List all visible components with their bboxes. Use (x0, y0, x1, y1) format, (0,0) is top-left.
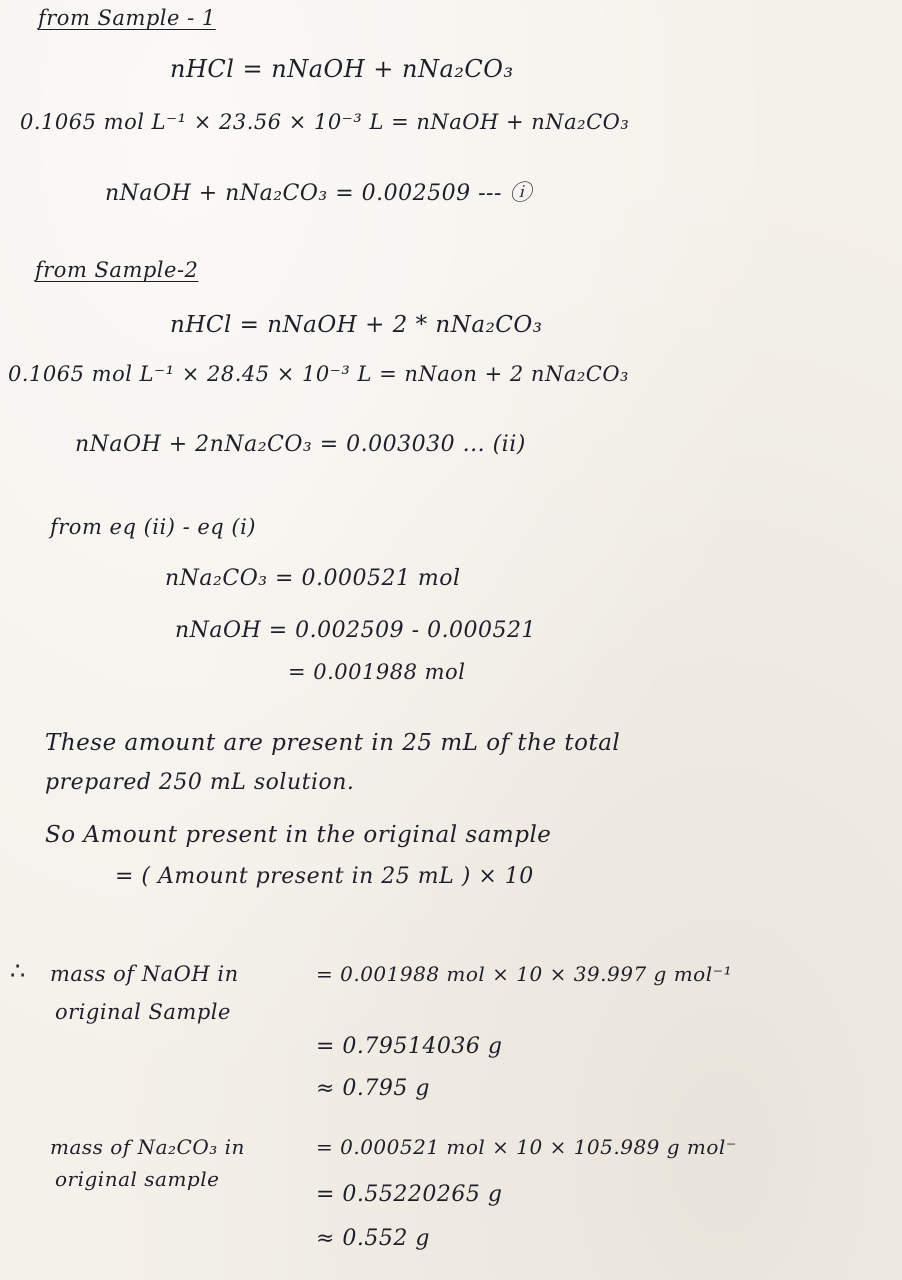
sample-2-heading: from Sample-2 (35, 258, 199, 282)
naoh-moles-result: = 0.001988 mol (288, 660, 466, 684)
sample-1-equation-line-3: nNaOH + nNa₂CO₃ = 0.002509 --- ⓘ (105, 181, 532, 206)
note-line-3: So Amount present in the original sample (45, 822, 552, 848)
naoh-mass-label: mass of NaOH in (50, 962, 239, 986)
na2co3-mass-calculation: = 0.000521 mol × 10 × 105.989 g mol⁻ (316, 1135, 737, 1159)
therefore-symbol: ∴ (10, 957, 26, 985)
sample-1-heading: from Sample - 1 (38, 6, 216, 30)
na2co3-mass-exact: = 0.55220265 g (316, 1182, 503, 1207)
sample-1-equation-line-1: nHCl = nNaOH + nNa₂CO₃ (170, 55, 514, 83)
na2co3-mass-label: mass of Na₂CO₃ in (50, 1135, 245, 1159)
sample-1-equation-line-2: 0.1065 mol L⁻¹ × 23.56 × 10⁻³ L = nNaOH + nNa₂CO₃ (20, 110, 630, 134)
naoh-moles-subtraction: nNaOH = 0.002509 - 0.000521 (175, 618, 537, 643)
note-line-1: These amount are present in 25 mL of the total (45, 730, 621, 756)
sample-2-equation-line-3: nNaOH + 2nNa₂CO₃ = 0.003030 ... (ii) (75, 432, 526, 457)
note-line-4: = ( Amount present in 25 mL ) × 10 (115, 864, 534, 889)
naoh-mass-calculation: = 0.001988 mol × 10 × 39.997 g mol⁻¹ (316, 962, 733, 986)
subtraction-heading: from eq (ii) - eq (i) (50, 515, 257, 539)
na2co3-mass-label-2: original sample (55, 1167, 220, 1191)
sample-2-equation-line-2: 0.1065 mol L⁻¹ × 28.45 × 10⁻³ L = nNaon + 2 nNa₂CO₃ (8, 362, 629, 386)
na2co3-mass-rounded: ≈ 0.552 g (316, 1226, 430, 1251)
naoh-mass-rounded: ≈ 0.795 g (316, 1076, 430, 1101)
naoh-mass-label-2: original Sample (55, 1000, 231, 1024)
sample-2-equation-line-1: nHCl = nNaOH + 2 * nNa₂CO₃ (170, 312, 543, 338)
note-line-2: prepared 250 mL solution. (45, 770, 355, 795)
na2co3-moles-result: nNa₂CO₃ = 0.000521 mol (165, 566, 461, 591)
naoh-mass-exact: = 0.79514036 g (316, 1034, 503, 1059)
